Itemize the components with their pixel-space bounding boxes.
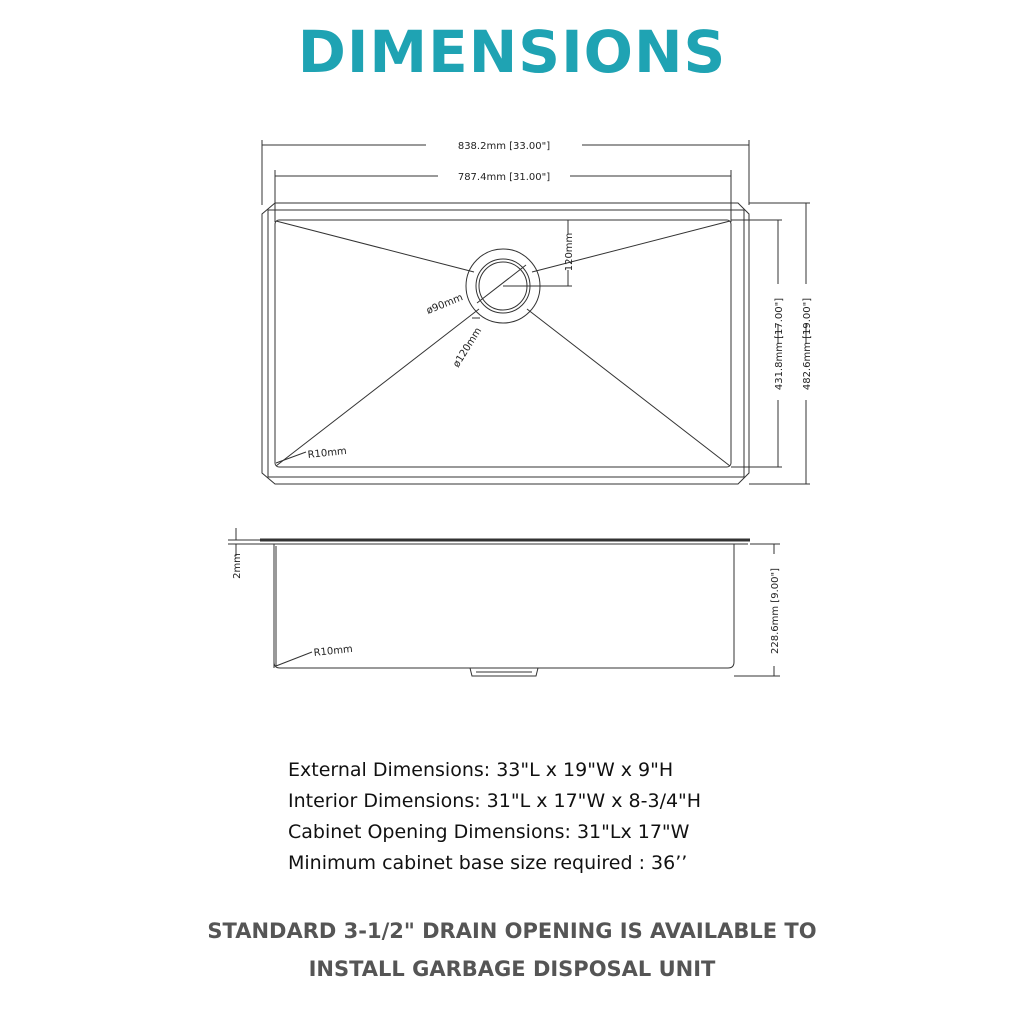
drain-note-line-1: STANDARD 3-1/2" DRAIN OPENING IS AVAILABLE TO	[207, 919, 817, 943]
rim-thickness-label: 2mm	[232, 553, 243, 579]
top-view-outer-flange	[262, 203, 749, 484]
top-view-basin	[275, 220, 731, 467]
page-title: DIMENSIONS	[297, 18, 727, 86]
drain-note	[0, 912, 1024, 988]
inner-depth-label: 431.8mm [17.00"]	[774, 297, 785, 391]
top-view-flange-inner	[268, 210, 744, 477]
cabinet-opening-dimensions: Cabinet Opening Dimensions: 31"Lx 17"W	[288, 821, 690, 843]
interior-dimensions: Interior Dimensions: 31"L x 17"W x 8-3/4"H	[288, 790, 702, 812]
outer-depth-label: 482.6mm [19.00"]	[802, 297, 813, 391]
top-corner-radius-label: R10mm	[307, 445, 348, 461]
side-corner-radius-label: R10mm	[313, 643, 354, 659]
drain-inner-label: ø90mm	[425, 292, 465, 317]
drain-note-line-2: INSTALL GARBAGE DISPOSAL UNIT	[308, 957, 716, 981]
outer-width-label: 838.2mm [33.00"]	[457, 141, 551, 152]
spec-list	[288, 755, 701, 879]
height-label: 228.6mm [9.00"]	[770, 568, 781, 654]
drain-offset-label: 120mm	[564, 232, 575, 272]
inner-width-label: 787.4mm [31.00"]	[457, 172, 551, 183]
drain-outer-label: ø120mm	[451, 325, 485, 370]
external-dimensions: External Dimensions: 33"L x 19"W x 9"H	[288, 759, 674, 781]
minimum-cabinet-size: Minimum cabinet base size required : 36’’	[288, 852, 688, 874]
